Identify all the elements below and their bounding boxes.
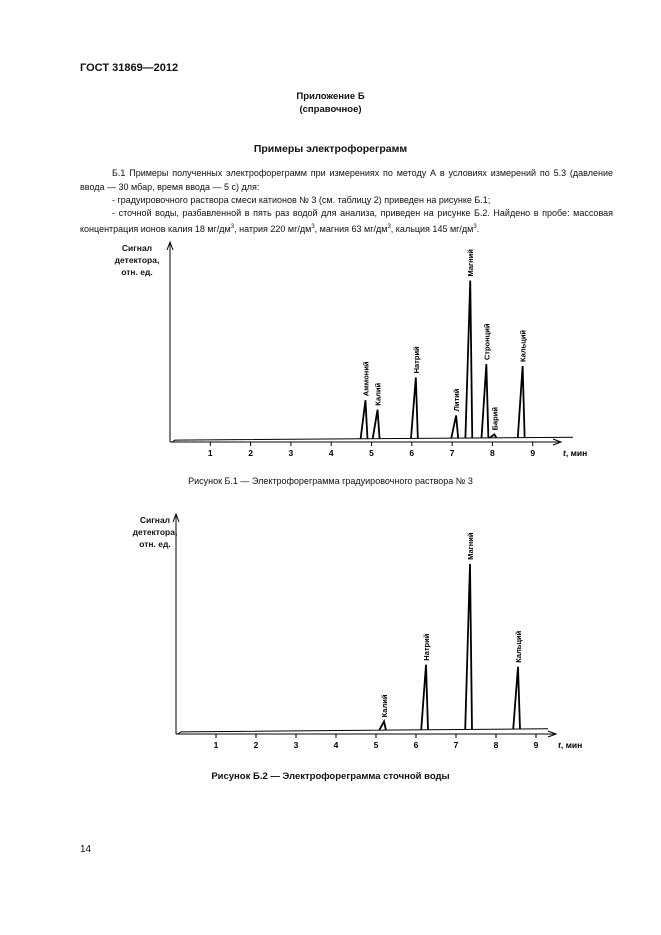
x-tick-label: 3 <box>288 448 294 458</box>
peak-Кальций <box>518 366 525 438</box>
appendix-title: Приложение Б <box>296 91 365 102</box>
x-tick-label: 5 <box>369 448 374 458</box>
peak-Магний <box>465 281 472 438</box>
ylabel-line: детектора, <box>114 255 160 265</box>
peak-label: Натрий <box>422 633 431 661</box>
ylabel-line: отн. ед. <box>139 539 171 549</box>
peak-Аммоний <box>361 400 368 439</box>
x-tick-label: 4 <box>333 740 339 750</box>
baseline-trace <box>178 729 548 734</box>
ylabel-line: Сигнал <box>121 243 153 253</box>
x-tick-label: 4 <box>328 448 334 458</box>
paragraph-b1: Б.1 Примеры полученных электрофореграмм при измерениях по методу А в условиях измерений по 5.3 (давление ввода — 30 мбар, время ввода — 5 с) для: <box>80 168 613 192</box>
peak-label: Кальций <box>514 630 523 663</box>
x-tick-label: 6 <box>413 740 419 750</box>
peak-Литий <box>451 415 458 438</box>
paragraph-calibration: - градуировочного раствора смеси катионов № 3 (см. таблицу 2) приведен на рисунке Б.1; <box>112 195 491 205</box>
text-segment: , магния 63 мг/дм <box>314 223 388 234</box>
peak-Натрий <box>421 665 428 730</box>
peak-label: Калий <box>380 694 389 718</box>
figure1-chart <box>150 230 590 472</box>
text-segment: . <box>476 223 480 234</box>
peak-Кальций <box>513 667 520 729</box>
figure2-caption: Рисунок Б.2 — Электрофореграмма сточной воды <box>211 771 450 782</box>
x-tick-label: 5 <box>373 740 379 750</box>
x-axis-unit: , мин <box>560 740 583 750</box>
appendix-subtitle: (справочное) <box>299 104 362 115</box>
text-segment: , кальция 145 мг/дм <box>390 223 474 234</box>
x-axis-label <box>558 740 582 750</box>
x-tick-label: 8 <box>493 740 499 750</box>
x-tick-label: 8 <box>490 448 495 458</box>
peak-label: Калий <box>373 382 383 406</box>
page-number: 14 <box>80 844 92 855</box>
peak-label: Натрий <box>411 346 421 374</box>
peak-label: Аммоний <box>361 361 371 397</box>
peak-Стронций <box>482 364 489 438</box>
x-tick-label: 1 <box>207 448 213 458</box>
peak-label: Барий <box>490 407 500 431</box>
peak-Магний <box>465 564 472 730</box>
superscript: 3 <box>387 223 391 230</box>
x-tick-label: 2 <box>253 740 259 750</box>
x-tick-label: 2 <box>248 448 253 458</box>
ylabel-line: детектора, <box>132 527 178 537</box>
x-tick-label: 7 <box>449 448 455 458</box>
x-tick-label: 6 <box>409 448 415 458</box>
text-segment: , натрия 220 мг/дм <box>234 223 312 234</box>
x-axis-variable: t <box>558 740 561 750</box>
peak-label: Кальций <box>518 329 528 362</box>
figure2-chart <box>160 504 600 766</box>
peak-label: Стронций <box>482 323 492 361</box>
peak-label: Магний <box>466 532 475 560</box>
peak-Калий <box>379 721 386 730</box>
peak-Натрий <box>411 377 418 438</box>
x-axis-label <box>563 448 587 458</box>
superscript: 3 <box>311 223 315 230</box>
document-header: ГОСТ 31869—2012 <box>80 62 179 74</box>
superscript: 3 <box>473 223 477 230</box>
ylabel-line: отн. ед. <box>121 267 153 277</box>
peak-label: Магний <box>466 249 476 277</box>
x-axis-variable: t <box>563 448 566 458</box>
x-tick-label: 9 <box>530 448 536 458</box>
peak-Барий <box>490 434 497 437</box>
x-tick-label: 1 <box>213 740 219 750</box>
x-tick-label: 3 <box>293 740 299 750</box>
figure1-caption: Рисунок Б.1 — Электрофореграмма градуировочного раствора № 3 <box>188 476 473 486</box>
x-tick-label: 9 <box>533 740 539 750</box>
ylabel-line: Сигнал <box>139 515 171 525</box>
x-tick-label: 7 <box>453 740 459 750</box>
text-segment: - сточной воды, разбавленной в пять раз водой для анализа, приведен на рисунке Б.2. Найдено в пробе: массовая концентрация ионов калия 18 мг/дм <box>80 208 613 234</box>
section-title: Примеры электрофореграмм <box>253 143 408 155</box>
peak-label: Литий <box>452 388 462 412</box>
x-axis-unit: , мин <box>565 448 588 458</box>
peak-Калий <box>373 410 380 439</box>
superscript: 3 <box>230 223 235 230</box>
